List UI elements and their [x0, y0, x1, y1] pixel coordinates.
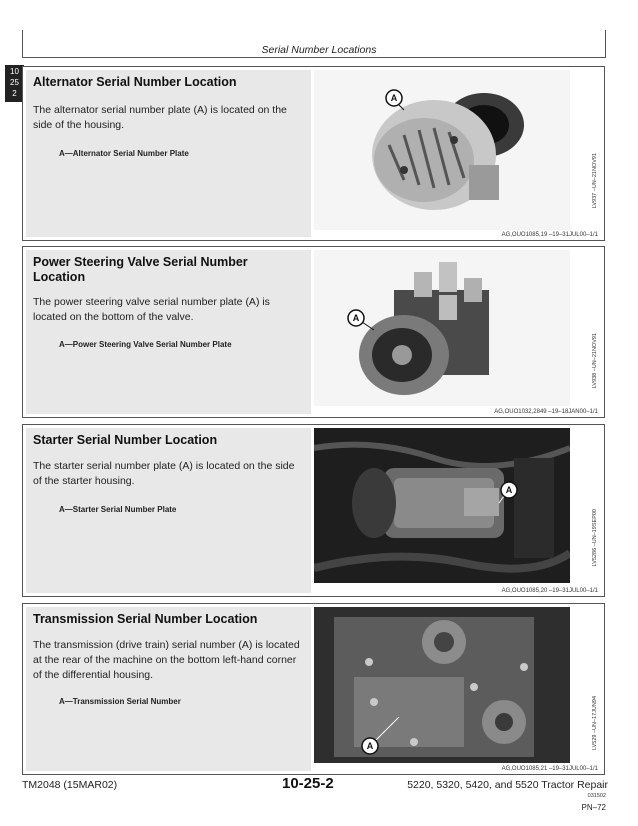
manual-number: TM2048 (15MAR02)	[22, 779, 118, 791]
transmission-photo	[314, 607, 570, 763]
figure-caption: A—Alternator Serial Number Plate	[59, 149, 189, 158]
figure-id: LV5286 –UN–19SEP00	[592, 509, 598, 567]
section-body: The alternator serial number plate (A) is located on the side of the housing.	[33, 104, 287, 131]
section-body: The starter serial number plate (A) is located on the side of the starter housing.	[33, 460, 295, 487]
tab-section: 25	[10, 78, 19, 87]
section-title: Transmission Serial Number Location	[33, 612, 258, 626]
print-code: 031502	[587, 793, 606, 799]
header-rule	[22, 57, 606, 58]
figure-caption: A—Power Steering Valve Serial Number Plate	[59, 340, 232, 349]
alternator-section	[22, 66, 605, 241]
section-body: The transmission (drive train) serial number (A) is located at the rear of the machine on the bottom left-hand corner of the differential housing.	[33, 639, 300, 681]
tab-group: 10	[10, 67, 19, 76]
starter-section	[22, 424, 605, 597]
reference-code: AG,OUO1085,19 –19–31JUL00–1/1	[501, 232, 598, 238]
starter-photo	[314, 428, 570, 583]
section-title: Power Steering Valve Serial Number Location	[33, 255, 248, 284]
figure-id: LV938 –UN–21NOV91	[592, 333, 598, 389]
page-number: 10-25-2	[282, 775, 334, 792]
pn-number: PN–72	[581, 803, 606, 812]
tab-page: 2	[12, 89, 17, 98]
alternator-photo	[314, 70, 570, 230]
power-steering-section	[22, 246, 605, 418]
callout-a: A	[366, 741, 374, 751]
steering-valve-illustration	[314, 250, 570, 406]
starter-illustration	[314, 428, 570, 583]
section-body: The power steering valve serial number plate (A) is located on the bottom of the valve.	[33, 296, 270, 323]
callout-a: A	[390, 93, 398, 103]
running-title: Serial Number Locations	[261, 44, 377, 56]
reference-code: AG,OUO1085,21 –19–31JUL00–1/1	[501, 766, 598, 772]
callout-a: A	[352, 313, 360, 323]
figure-id: LV937 –UN–21NOV91	[592, 153, 598, 209]
figure-caption: A—Transmission Serial Number	[59, 697, 181, 706]
figure-caption: A—Starter Serial Number Plate	[59, 505, 177, 514]
figure-id: LV529 –UN–17JUN94	[592, 696, 598, 751]
callout-a: A	[505, 485, 513, 495]
reference-code: AG,OUO1085,20 –19–31JUL00–1/1	[501, 588, 598, 594]
power-steering-photo	[314, 250, 570, 406]
transmission-illustration	[314, 607, 570, 763]
text-panel	[26, 607, 311, 771]
model-range: 5220, 5320, 5420, and 5520 Tractor Repair	[407, 779, 608, 791]
alternator-illustration	[314, 70, 570, 230]
section-title: Starter Serial Number Location	[33, 433, 218, 447]
transmission-section	[22, 603, 605, 775]
section-title: Alternator Serial Number Location	[33, 75, 237, 89]
reference-code: AG,OUO1032,2849 –19–18JAN00–1/1	[494, 409, 598, 415]
